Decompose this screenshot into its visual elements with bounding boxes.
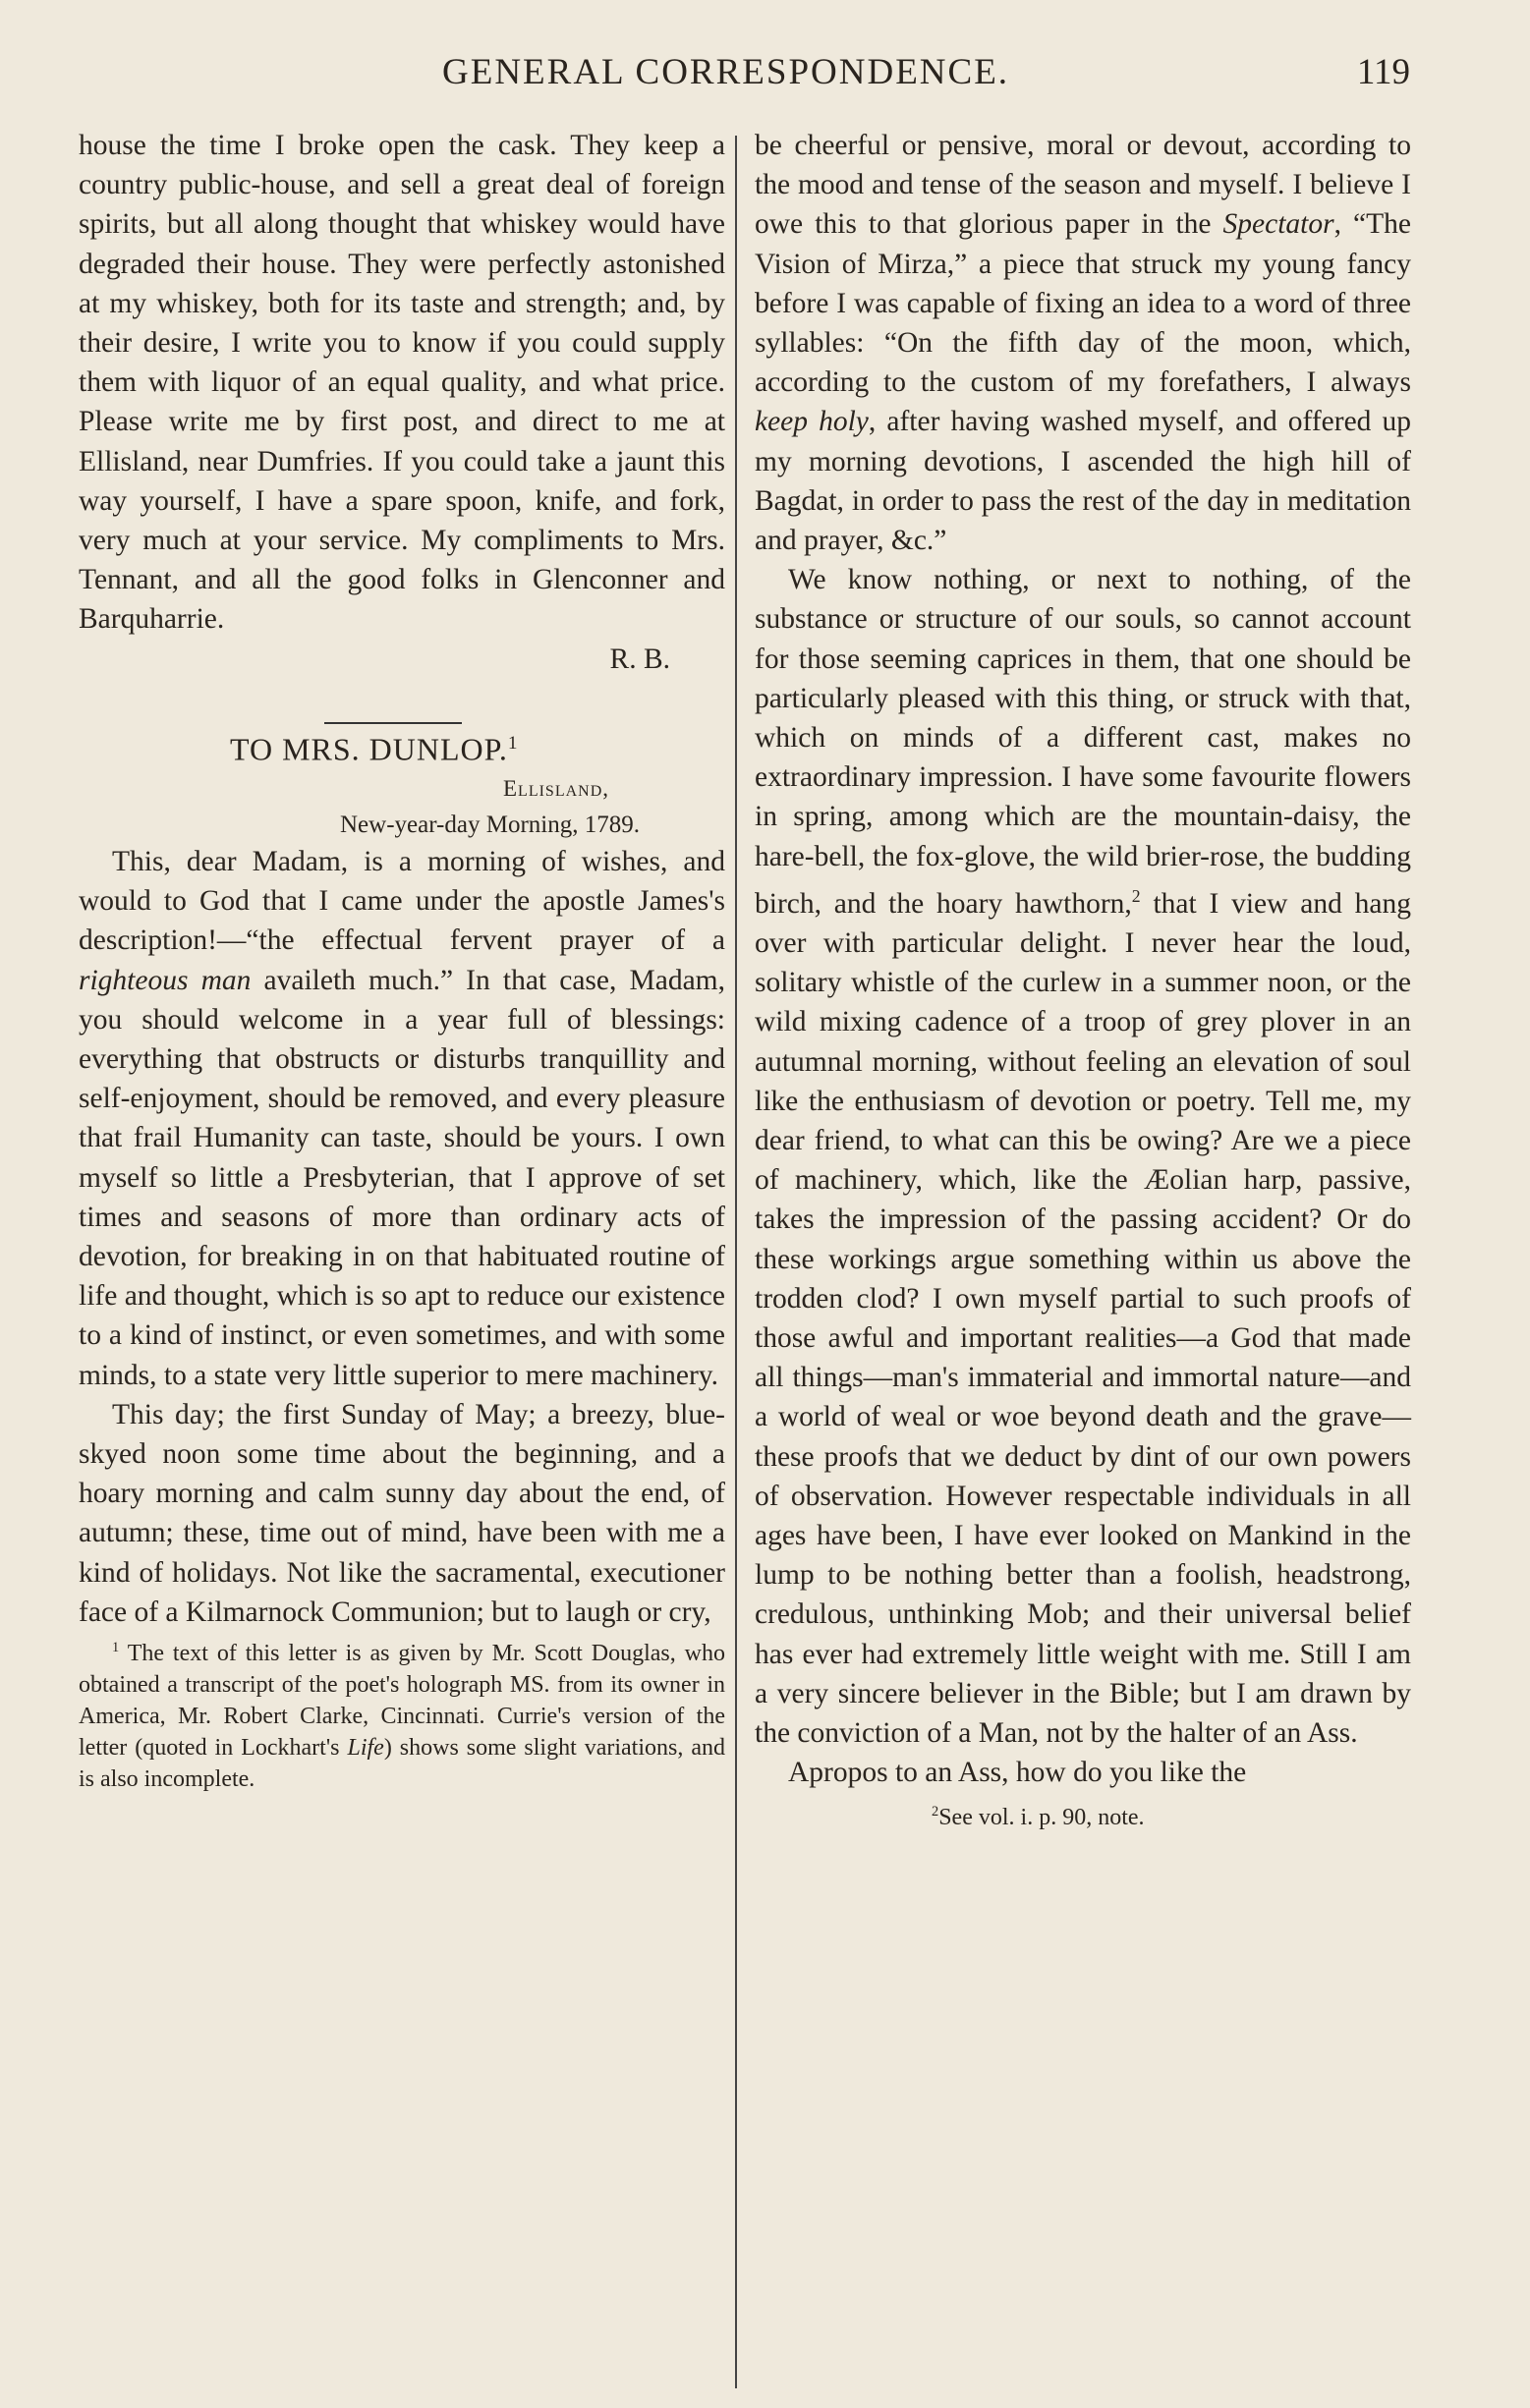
footnote-2-text: See vol. i. p. 90, note.	[938, 1805, 1145, 1831]
letter-title-footnote-mark: 1	[507, 732, 519, 754]
right-paragraph-2-footnote-mark: 2	[1131, 885, 1141, 906]
right-paragraph-2	[755, 560, 1411, 1753]
running-head-title: GENERAL CORRESPONDENCE.	[442, 52, 1010, 92]
left-column	[79, 126, 725, 1795]
right-paragraph-1-part-b: , “The Vision of Mirza,” a piece that struck my young fancy before I was capable of fixing an idea to a word of three syllables: “On the fifth day of the moon, which, according to the custom of my forefathers, I always	[755, 208, 1411, 399]
left-paragraph-2-part-b: availeth much.” In that case, Madam, you should welcome in a year full of blessings: everything that obstructs or disturbs tranquillity and self-enjoyment, should be removed, and every pleasure that frail Humanity can taste, should be yours. I own myself so little a Presbyterian, that I approve of set times and seasons of more than ordinary acts of devotion, for breaking in on that habituated routine of life and thought, which is so apt to reduce our existence to a kind of instinct, or even sometimes, and with some minds, to a state very little superior to mere machinery.	[79, 964, 726, 1391]
left-paragraph-2-part-a: This, dear Madam, is a morning of wishes, and would to God that I came under the apostle James's description!—“the effectual fervent prayer of a	[79, 845, 725, 957]
letter-title-text: TO MRS. DUNLOP.	[230, 731, 508, 767]
right-paragraph-3: Apropos to an Ass, how do you like the	[788, 1757, 1247, 1789]
letter-date: New-year-day Morning, 1789.	[340, 811, 640, 838]
footnote-1-part-a: The text of this letter is as given by Mr. Scott Douglas, who obtained a transcript of the poet's holograph MS. from its owner in America, Mr. Robert Clarke, Cincinnati. Currie's version of the letter (quoted in Lockhart's	[79, 1640, 725, 1761]
right-paragraph-1	[755, 126, 1411, 560]
right-paragraph-2-part-a: We know nothing, or next to nothing, of the substance or structure of our souls, so cannot account for those seeming caprices in them, that one should be particularly pleased with this thing, or struck with that, which on minds of a different cast, makes no extraordinary impression. I have some favourite flowers in spring, among which are the mountain-daisy, the hare-bell, the fox-glove, the wild brier-rose, the budding birch, and the hoary hawthorn,	[755, 564, 1411, 920]
right-paragraph-2-part-b: that I view and hang over with particular delight. I never hear the loud, solitary whistle of the curlew in a summer noon, or the wild mixing cadence of a troop of grey plover in an autumnal morning, without feeling an elevation of soul like the enthusiasm of devotion or poetry. Tell me, my dear friend, to what can this be owing? Are we a piece of machinery, which, like the Æolian harp, passive, takes the impression of the passing accident? Or do these workings argue something within us above the trodden clod? I own myself partial to such proofs of those awful and important realities—a God that made all things—man's immaterial and immortal nature—and a world of weal or woe beyond death and the grave—these proofs that we deduct by dint of our own powers of observation. However respectable individuals in all ages have been, I have ever looked on Mankind in the lump to be nothing better than a foolish, headstrong, credulous, unthinking Mob; and their universal belief has ever had extremely little weight with me. Still I am a very sincere believer in the Bible; but I am drawn by the conviction of a Man, not by the halter of an Ass.	[755, 887, 1411, 1749]
footnote-1	[79, 1632, 725, 1795]
right-paragraph-1-emphasis-1: Spectator	[1222, 208, 1334, 241]
right-column	[755, 126, 1411, 1838]
column-divider	[735, 136, 737, 2388]
left-paragraph-2	[79, 842, 725, 1395]
footnote-2	[755, 1792, 1411, 1837]
footnote-1-emphasis: Life	[347, 1734, 384, 1761]
footnote-1-mark: 1	[112, 1639, 120, 1655]
left-paragraph-3: This day; the first Sunday of May; a breezy, blue-skyed noon some time about the beginning, and a hoary morning and calm sunny day about the end, of autumn; these, time out of mind, have been with me a kind of holidays. Not like the sacramental, executioner face of a Kilmarnock Communion; but to laugh or cry,	[79, 1398, 725, 1628]
right-paragraph-1-part-c: , after having washed myself, and offered up my morning devotions, I ascended the high hill of Bagdat, in order to pass the rest of the day in meditation and prayer, &c.”	[755, 406, 1411, 557]
signature: R. B.	[609, 643, 670, 675]
page-number: 119	[1356, 52, 1410, 92]
left-paragraph-1: house the time I broke open the cask. They keep a country public-house, and sell a great deal of foreign spirits, but all along thought that whiskey would have degraded their house. They were perfectly astonished at my whiskey, both for its taste and strength; and, by their desire, I write you to know if you could supply them with liquor of an equal quality, and what price. Please write me by first post, and direct to me at Ellisland, near Dumfries. If you could take a jaunt this way yourself, I have a spare spoon, knife, and fork, very much at your service. My compliments to Mrs. Tennant, and all the good folks in Glenconner and Barquharrie.	[79, 130, 725, 636]
left-paragraph-2-emphasis: righteous man	[79, 964, 252, 996]
right-paragraph-1-emphasis-2: keep holy	[755, 406, 869, 438]
right-paragraph-1-part-a: be cheerful or pensive, moral or devout, according to the mood and tense of the season and myself. I believe I owe this to that glorious paper in the	[755, 130, 1411, 241]
footnote-2-mark: 2	[932, 1804, 939, 1820]
letter-title	[79, 724, 725, 769]
letter-place: Ellisland,	[503, 775, 610, 801]
footnote-1-part-b: ) shows some slight variations, and is also incomplete.	[79, 1734, 725, 1792]
running-head	[79, 51, 1410, 110]
